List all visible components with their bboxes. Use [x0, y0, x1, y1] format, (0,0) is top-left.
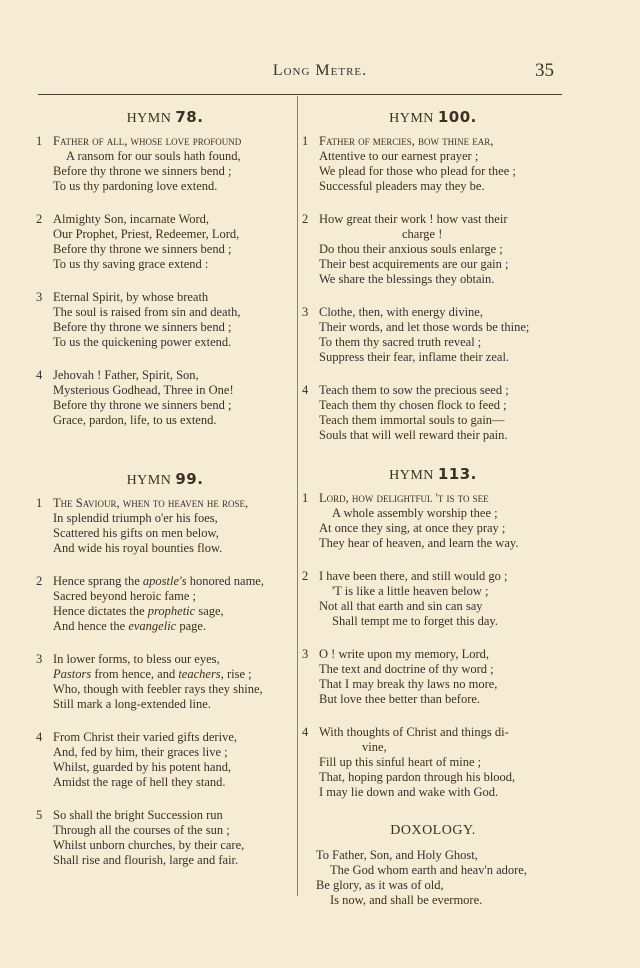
- verse-line: At once they sing, at once they pray ;: [319, 521, 506, 535]
- verse-line: To them thy sacred truth reveal ;: [319, 335, 482, 349]
- verse-line: We share the blessings they obtain.: [319, 272, 495, 286]
- verse-line: charge !: [402, 227, 443, 241]
- verse-line: Fill up this sinful heart of mine ;: [319, 755, 482, 769]
- verse-line: Amidst the rage of hell they stand.: [53, 775, 226, 789]
- verse-line: A ransom for our souls hath found,: [66, 149, 241, 163]
- verse-line: Pastors from hence, and teachers, rise ;: [53, 667, 252, 681]
- verse-line: Shall rise and flourish, large and fair.: [53, 853, 239, 867]
- verse-line: With thoughts of Christ and things di-: [319, 725, 509, 739]
- verse-line: How great their work ! how vast their: [319, 212, 508, 226]
- verse-line: And hence the evangelic page.: [53, 619, 207, 633]
- verse-line: Almighty Son, incarnate Word,: [53, 212, 210, 226]
- hymn-100-verse-1: [302, 134, 564, 194]
- hymn-label: HYMN: [126, 473, 172, 488]
- verse-line: To us thy saving grace extend :: [53, 257, 209, 271]
- verse-line: Eternal Spirit, by whose breath: [53, 290, 209, 304]
- hymn-113-verse-2: [302, 569, 564, 629]
- verse-line: Still mark a long-extended line.: [53, 697, 211, 711]
- verse-line: And wide his royal bounties flow.: [53, 541, 223, 555]
- hymn-78-verse-3: [36, 290, 294, 350]
- hymn-label: HYMN: [389, 468, 434, 483]
- hymn-99-verse-3: [36, 652, 294, 712]
- verse-line: From Christ their varied gifts derive,: [53, 730, 237, 744]
- hymn-100-verse-2: [302, 212, 564, 287]
- verse-line: Mysterious Godhead, Three in One!: [53, 383, 234, 397]
- hymn-number: 100.: [437, 108, 477, 126]
- header-rule: [38, 94, 562, 95]
- hymn-number: 113.: [437, 465, 477, 483]
- hymn-78-verse-2: [36, 212, 294, 272]
- verse-line: Not all that earth and sin can say: [319, 599, 483, 613]
- hymn-number: 99.: [175, 470, 204, 488]
- verse-line: Father of mercies, bow thine ear,: [319, 134, 494, 148]
- verse-line: Hence sprang the apostle's honored name,: [53, 574, 264, 588]
- verse-line: Scattered his gifts on men below,: [53, 526, 219, 540]
- verse-line: To Father, Son, and Holy Ghost,: [316, 848, 478, 862]
- verse-line: I may lie down and wake with God.: [319, 785, 499, 799]
- verse-line: They hear of heaven, and learn the way.: [319, 536, 519, 550]
- verse-line: The God whom earth and heav'n adore,: [330, 863, 527, 877]
- verse-line: 'T is like a little heaven below ;: [332, 584, 489, 598]
- verse-line: Clothe, then, with energy divine,: [319, 305, 483, 319]
- verse-line: Father of all, whose love profound: [53, 134, 242, 148]
- verse-line: Through all the courses of the sun ;: [53, 823, 230, 837]
- verse-number: 3: [302, 647, 309, 661]
- right-column: [302, 106, 564, 926]
- verse-line: In lower forms, to bless our eyes,: [53, 652, 220, 666]
- hymn-100-verse-3: [302, 305, 564, 365]
- verse-line: Grace, pardon, life, to us extend.: [53, 413, 217, 427]
- hymn-78-title: [36, 106, 294, 128]
- verse-line: But love thee better than before.: [319, 692, 481, 706]
- verse-number: 1: [36, 134, 43, 148]
- verse-line: Successful pleaders may they be.: [319, 179, 485, 193]
- hymn-99-verse-5: [36, 808, 294, 868]
- verse-line: Is now, and shall be evermore.: [330, 893, 483, 907]
- verse-line: Before thy throne we sinners bend ;: [53, 164, 232, 178]
- hymn-label: HYMN: [126, 111, 172, 126]
- page-title: Long Metre.: [272, 62, 368, 79]
- verse-line: Teach them immortal souls to gain—: [319, 413, 505, 427]
- verse-line: Whilst, guarded by his potent hand,: [53, 760, 232, 774]
- verse-number: 4: [36, 730, 43, 744]
- verse-line: Lord, how delightful 't is to see: [319, 491, 489, 505]
- verse-line: Be glory, as it was of old,: [316, 878, 444, 892]
- verse-line: The Saviour, when to heaven he rose,: [53, 496, 249, 510]
- verse-line: In splendid triumph o'er his foes,: [53, 511, 218, 525]
- verse-number: 3: [36, 652, 43, 666]
- verse-number: 3: [36, 290, 43, 304]
- verse-line: Before thy throne we sinners bend ;: [53, 242, 232, 256]
- verse-line: Their words, and let those words be thine;: [319, 320, 530, 334]
- verse-line: Shall tempt me to forget this day.: [332, 614, 498, 628]
- hymn-113-title: [302, 463, 564, 485]
- verse-line: O ! write upon my memory, Lord,: [319, 647, 489, 661]
- hymn-78-verse-1: [36, 134, 294, 194]
- hymn-100-verse-4: [302, 383, 564, 443]
- verse-number: 2: [36, 574, 43, 588]
- verse-line: Whilst unborn churches, by their care,: [53, 838, 245, 852]
- verse-number: 1: [302, 134, 309, 148]
- verse-line: Jehovah ! Father, Spirit, Son,: [53, 368, 199, 382]
- verse-line: Teach them thy chosen flock to feed ;: [319, 398, 507, 412]
- verse-line: To us the quickening power extend.: [53, 335, 232, 349]
- verse-line: Sacred beyond heroic fame ;: [53, 589, 196, 603]
- verse-number: 4: [302, 383, 309, 397]
- hymn-number: 78.: [175, 108, 204, 126]
- verse-number: 5: [36, 808, 43, 822]
- verse-number: 4: [36, 368, 43, 382]
- verse-line: Before thy throne we sinners bend ;: [53, 398, 232, 412]
- hymn-label: HYMN: [389, 111, 434, 126]
- verse-number: 2: [36, 212, 43, 226]
- verse-line: Our Prophet, Priest, Redeemer, Lord,: [53, 227, 240, 241]
- verse-line: The soul is raised from sin and death,: [53, 305, 241, 319]
- verse-line: That I may break thy laws no more,: [319, 677, 498, 691]
- hymn-113-verse-1: [302, 491, 564, 551]
- verse-line: We plead for those who plead for thee ;: [319, 164, 516, 178]
- verse-number: 3: [302, 305, 309, 319]
- running-head: [0, 62, 640, 86]
- verse-line: Do thou their anxious souls enlarge ;: [319, 242, 503, 256]
- verse-number: 4: [302, 725, 309, 739]
- verse-line: I have been there, and still would go ;: [319, 569, 508, 583]
- verse-line: Their best acquirements are our gain ;: [319, 257, 509, 271]
- verse-line: A whole assembly worship thee ;: [332, 506, 498, 520]
- hymn-99-title: [36, 468, 294, 490]
- verse-number: 2: [302, 569, 309, 583]
- hymn-100-title: [302, 106, 564, 128]
- verse-line: Souls that will well reward their pain.: [319, 428, 508, 442]
- page-number: 35: [535, 60, 554, 81]
- doxology-title: DOXOLOGY.: [390, 823, 476, 838]
- verse-number: 1: [36, 496, 43, 510]
- verse-line: Attentive to our earnest prayer ;: [319, 149, 479, 163]
- verse-line: The text and doctrine of thy word ;: [319, 662, 494, 676]
- column-divider: [297, 96, 298, 896]
- verse-number: 1: [302, 491, 309, 505]
- hymn-113-verse-3: [302, 647, 564, 707]
- verse-line: Hence dictates the prophetic sage,: [53, 604, 224, 618]
- verse-line: Who, though with feebler rays they shine,: [53, 682, 263, 696]
- hymn-99-verse-1: [36, 496, 294, 556]
- verse-line: To us thy pardoning love extend.: [53, 179, 218, 193]
- doxology-verse: [302, 848, 564, 908]
- hymn-113-verse-4: [302, 725, 564, 800]
- verse-line: Suppress their fear, inflame their zeal.: [319, 350, 510, 364]
- verse-line: So shall the bright Succession run: [53, 808, 223, 822]
- verse-line: That, hoping pardon through his blood,: [319, 770, 516, 784]
- verse-line: vine,: [362, 740, 387, 754]
- hymn-78-verse-4: [36, 368, 294, 428]
- left-column: [36, 106, 294, 886]
- verse-line: Before thy throne we sinners bend ;: [53, 320, 232, 334]
- verse-line: Teach them to sow the precious seed ;: [319, 383, 509, 397]
- verse-number: 2: [302, 212, 309, 226]
- hymn-99-verse-4: [36, 730, 294, 790]
- hymn-99-verse-2: [36, 574, 294, 634]
- verse-line: And, fed by him, their graces live ;: [53, 745, 228, 759]
